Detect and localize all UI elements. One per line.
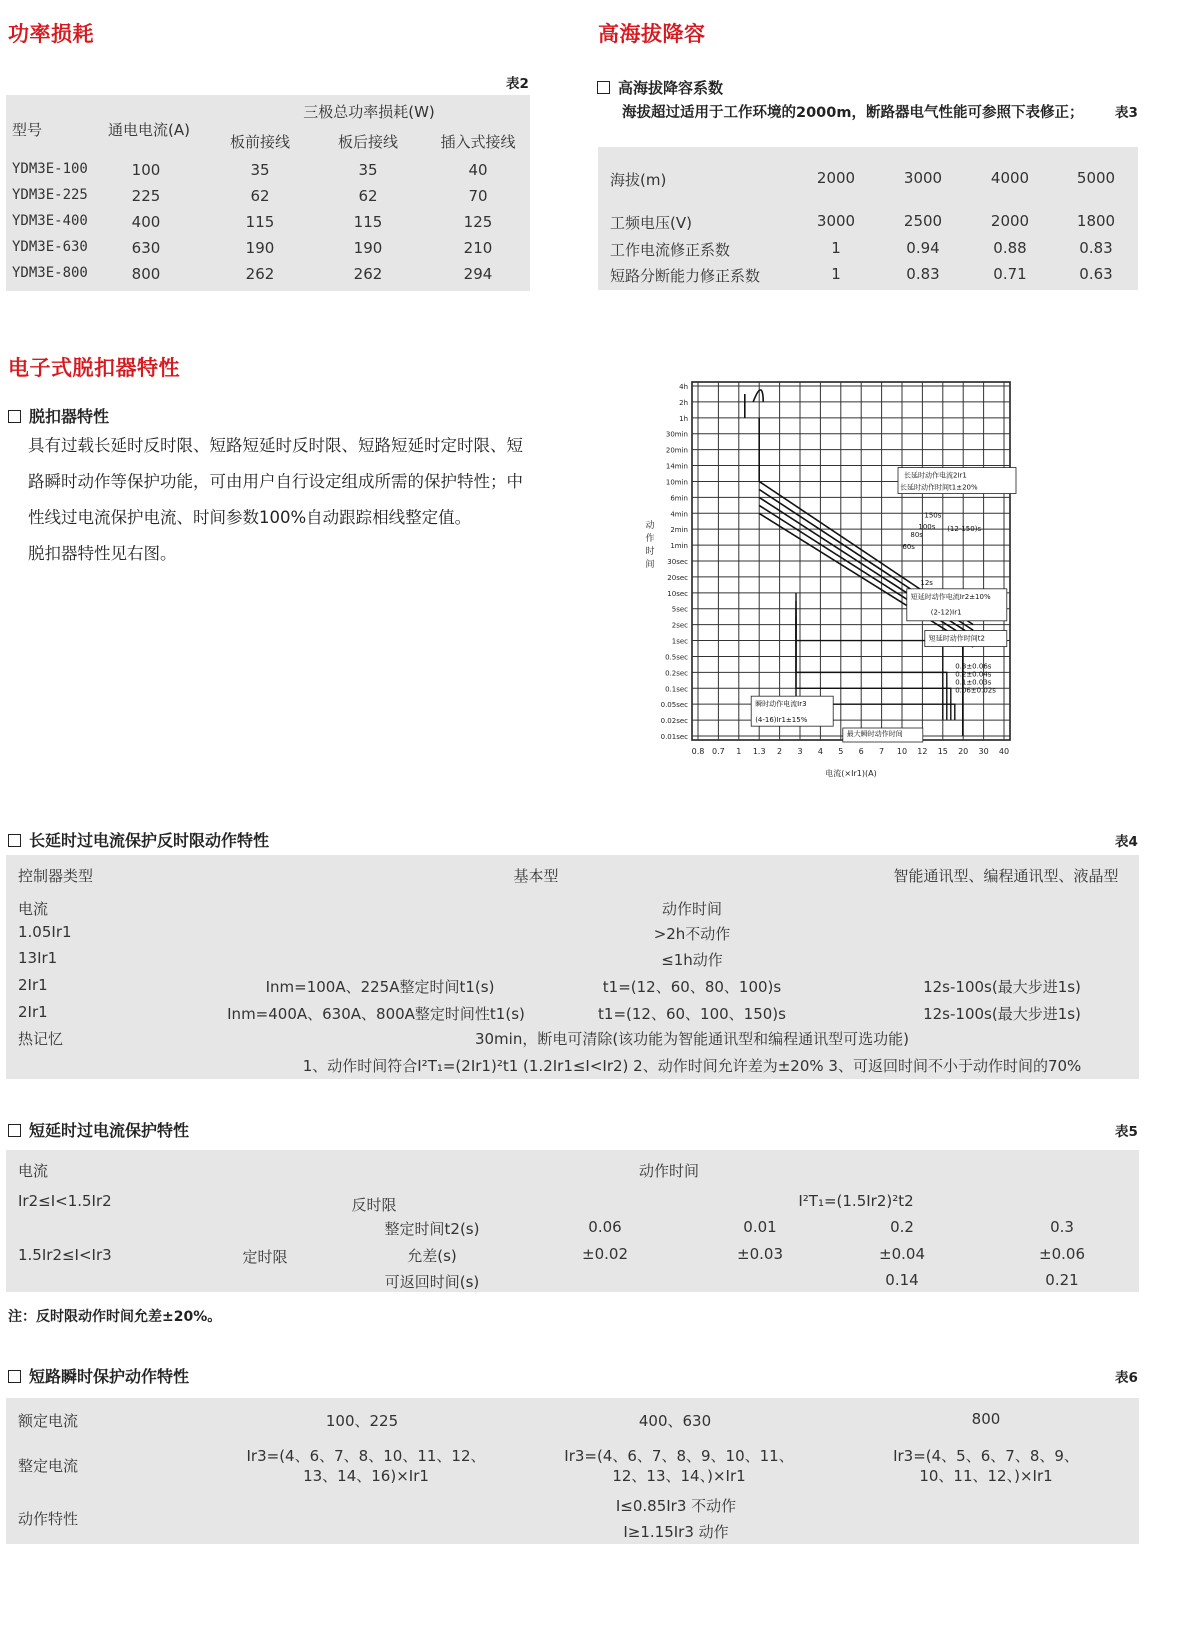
table-label: 表6	[1115, 1370, 1138, 1386]
power-loss-table	[6, 95, 530, 291]
table-cell: 100、225	[325, 1412, 399, 1430]
table-cell: 0.3	[1050, 1218, 1074, 1236]
table-cell: 62	[358, 187, 378, 205]
table-cell: 3000	[816, 212, 856, 230]
x-tick-label: 1	[736, 747, 742, 756]
table-cell: 2Ir1	[18, 1003, 48, 1021]
curve-annotation: 短延时动作电流Ir2±10%	[910, 592, 991, 601]
x-tick-label: 12	[917, 747, 928, 756]
table-cell: 0.06	[588, 1218, 622, 1236]
section-title-power-loss: 功率损耗	[8, 22, 94, 46]
y-axis-label-char: 间	[645, 560, 655, 570]
table-cell: 4000	[990, 169, 1030, 187]
section-title-trip: 电子式脱扣器特性	[8, 356, 180, 380]
curve-annotation: (12-150)s	[947, 525, 982, 534]
table-cell: ≤1h动作	[661, 951, 723, 969]
y-axis-label-char: 时	[645, 547, 655, 557]
table-header: 插入式接线	[440, 133, 516, 151]
y-tick-label: 0.05sec	[660, 701, 688, 710]
checkbox-icon	[8, 410, 21, 423]
table-label: 表4	[1115, 834, 1138, 850]
y-tick-label: 0.5sec	[665, 653, 688, 662]
paragraph-line: 具有过载长延时反时限、短路短延时反时限、短路短延时定时限、短	[28, 436, 523, 455]
y-tick-label: 20sec	[667, 573, 688, 582]
x-tick-label: 0.8	[691, 747, 705, 756]
y-tick-label: 2sec	[671, 621, 688, 630]
y-tick-label: 10min	[665, 478, 688, 487]
table-cell: 40	[468, 161, 488, 179]
subsection-label: 短延时过电流保护特性	[29, 1121, 190, 1140]
table-cell: 190	[245, 239, 275, 257]
table-cell: 30min，断电可清除(该功能为智能通讯型和编程通讯型可选功能)	[474, 1030, 910, 1048]
y-tick-label: 4h	[679, 383, 688, 391]
x-tick-label: 40	[998, 747, 1010, 756]
table-cell: 262	[245, 265, 275, 283]
curve-annotation: 长延时动作时间t1±20%	[900, 483, 978, 492]
table-cell: 1.5Ir2≤I<Ir3	[18, 1246, 112, 1264]
table-cell: 电流	[18, 900, 49, 918]
table-cell: Ir2≤I<1.5Ir2	[18, 1192, 112, 1210]
table-cell: 基本型	[513, 867, 559, 885]
table-cell: 35	[358, 161, 378, 179]
table-cell: 动作特性	[18, 1510, 79, 1528]
table-cell: YDM3E-800	[12, 265, 88, 281]
y-tick-label: 30sec	[667, 558, 688, 566]
table-cell: 100	[131, 161, 161, 179]
short-delay-table	[6, 1150, 1139, 1292]
table-cell: I²T₁=(1.5Ir2)²t2	[798, 1192, 914, 1210]
table-cell: 工作电流修正系数	[610, 241, 731, 259]
table-cell: ±0.04	[879, 1245, 925, 1263]
table-cell: 1	[831, 239, 841, 257]
x-tick-label: 4	[817, 747, 823, 756]
table-cell: 5000	[1076, 169, 1116, 187]
table-cell: 210	[463, 239, 493, 257]
subsection-title	[8, 1118, 189, 1141]
curve-annotation: 瞬时动作电流Ir3	[755, 700, 807, 709]
table-cell: 允差(s)	[407, 1247, 457, 1265]
table-cell: 0.2	[890, 1218, 914, 1236]
table-cell: 0.83	[906, 265, 940, 283]
table-cell: 0.63	[1079, 265, 1113, 283]
table-cell: I≥1.15Ir3 动作	[623, 1523, 729, 1541]
x-tick-label: 6	[858, 747, 864, 756]
table-cell: 115	[353, 213, 383, 231]
table-header: 通电电流(A)	[108, 121, 190, 139]
table-cell: 工频电压(V)	[610, 214, 692, 232]
table-header: 板前接线	[229, 133, 291, 151]
table-cell: 70	[468, 187, 488, 205]
y-tick-label: 1h	[679, 414, 688, 423]
table-cell: 225	[131, 187, 161, 205]
table-cell: 12s-100s(最大步进1s)	[923, 1005, 1081, 1023]
table-cell: 1	[831, 265, 841, 283]
table-cell: 动作时间	[661, 900, 723, 918]
table-header: 三极总功率损耗(W)	[303, 103, 435, 121]
table-note: 注：反时限动作时间允差±20%。	[8, 1309, 222, 1325]
curve-annotation: (2-12)Ir1	[930, 608, 962, 617]
paragraph-line: 性线过电流保护电流、时间参数100%自动跟踪相线整定值。	[28, 508, 472, 527]
subsection-title	[8, 1364, 189, 1387]
x-tick-label: 1.3	[752, 747, 766, 756]
subsection-title	[8, 828, 269, 851]
curve-annotation: 0.3±0.06s	[955, 662, 992, 671]
paragraph-line: 脱扣器特性见右图。	[28, 544, 177, 563]
subsection-label: 高海拔降容系数	[618, 79, 724, 97]
table-cell: 115	[245, 213, 275, 231]
checkbox-icon	[8, 1370, 21, 1383]
x-tick-label: 15	[937, 747, 948, 756]
table-cell: 2500	[903, 212, 943, 230]
curve-annotation: 0.1±0.03s	[955, 678, 992, 687]
subsection-label: 脱扣器特性	[29, 407, 110, 426]
subsection-label: 短路瞬时保护动作特性	[29, 1367, 190, 1386]
checkbox-icon	[8, 834, 21, 847]
x-tick-label: 0.7	[712, 747, 725, 756]
table-cell: 短路分断能力修正系数	[610, 267, 761, 285]
curve-annotation: 0.2±0.04s	[955, 670, 992, 679]
table-label: 表5	[1115, 1124, 1138, 1140]
x-axis-label: 电流(×Ir1)(A)	[825, 769, 877, 778]
subsection-title	[597, 77, 723, 98]
curve-annotation: 最大瞬时动作时间	[846, 730, 903, 738]
table-cell: 1、动作时间符合I²T₁=(2Ir1)²t1 (1.2Ir1≤I<Ir2) 2、动作时间允许差为±20% 3、可返回时间不小于动作时间的70%	[302, 1057, 1082, 1075]
y-tick-label: 0.01sec	[660, 733, 688, 741]
subsection-label: 长延时过电流保护反时限动作特性	[29, 831, 270, 850]
y-tick-label: 0.1sec	[665, 685, 688, 694]
x-tick-label: 7	[879, 747, 885, 756]
checkbox-icon	[8, 1124, 21, 1137]
y-tick-label: 5sec	[671, 605, 688, 614]
table-cell: 190	[353, 239, 383, 257]
table-cell: 400、630	[638, 1412, 712, 1430]
x-tick-label: 20	[958, 747, 969, 756]
y-tick-label: 14min	[665, 462, 688, 471]
table-cell: t1=(12、60、80、100)s	[602, 978, 782, 996]
table-cell: 控制器类型	[18, 867, 94, 885]
table-cell: 0.21	[1045, 1271, 1079, 1289]
trip-description	[28, 428, 568, 572]
table-cell: ±0.06	[1039, 1245, 1085, 1263]
table-cell: YDM3E-400	[12, 213, 88, 229]
table-cell: 热记忆	[18, 1030, 64, 1048]
table-cell: 2000	[990, 212, 1030, 230]
table-cell: 0.94	[906, 239, 940, 257]
table-cell: 13Ir1	[18, 949, 58, 967]
y-axis-label-char: 作	[645, 534, 655, 544]
table-cell: Ir3=(4、5、6、7、8、9、	[893, 1447, 1079, 1465]
table-cell: 294	[463, 265, 493, 283]
table-cell: 2000	[816, 169, 856, 187]
table-cell: 35	[250, 161, 270, 179]
y-tick-label: 10sec	[667, 589, 688, 598]
x-tick-label: 2	[777, 747, 783, 756]
curve-annotation: 150s	[924, 511, 942, 520]
y-tick-label: 2min	[670, 526, 688, 535]
table-cell: 125	[463, 213, 493, 231]
long-delay-table	[6, 855, 1139, 1079]
altitude-description: 海拔超过适用于工作环境的2000m，断路器电气性能可参照下表修正；	[622, 105, 1084, 121]
y-tick-label: 4min	[670, 510, 688, 519]
x-tick-label: 3	[797, 747, 803, 756]
checkbox-icon	[597, 81, 610, 94]
curve-annotation: 60s	[902, 543, 915, 552]
table-label: 表2	[506, 76, 529, 92]
table-cell: 0.83	[1079, 239, 1113, 257]
table-cell: 0.14	[885, 1271, 919, 1289]
table-cell: ±0.03	[737, 1245, 783, 1263]
x-tick-label: 30	[978, 747, 989, 756]
table-cell: Ir3=(4、6、7、8、10、11、12、	[246, 1447, 486, 1465]
curve-annotation: 0.06±0.02s	[955, 686, 996, 695]
y-tick-label: 2h	[679, 398, 688, 407]
table-header: 型号	[12, 121, 43, 139]
table-cell: 262	[353, 265, 383, 283]
table-cell: YDM3E-100	[12, 161, 88, 177]
table-cell: I≤0.85Ir3 不动作	[615, 1497, 737, 1515]
table-cell: t1=(12、60、100、150)s	[598, 1005, 786, 1023]
table-cell: 0.71	[993, 265, 1027, 283]
table-cell: Inm=400A、630A、800A整定时间性t1(s)	[227, 1005, 525, 1023]
curve-annotation: 80s	[910, 531, 923, 540]
table-header: 板后接线	[337, 133, 399, 151]
table-cell: 400	[131, 213, 161, 231]
table-cell: 62	[250, 187, 270, 205]
y-tick-label: 20min	[665, 446, 688, 455]
x-tick-label: 5	[838, 747, 844, 756]
table-cell: 电流	[18, 1162, 49, 1180]
table-cell: 定时限	[242, 1248, 288, 1266]
table-cell: 12s-100s(最大步进1s)	[923, 978, 1081, 996]
x-tick-label: 10	[896, 747, 908, 756]
table-cell: 智能通讯型、编程通讯型、液晶型	[893, 867, 1119, 885]
table-cell: 可返回时间(s)	[384, 1273, 480, 1291]
table-cell: 2Ir1	[18, 976, 48, 994]
table-cell: Inm=100A、225A整定时间t1(s)	[265, 978, 495, 996]
table-cell: 630	[131, 239, 161, 257]
table-cell: ±0.02	[582, 1245, 628, 1263]
y-axis-label-char: 动	[645, 521, 655, 531]
curve-annotation: 短延时动作时间t2	[928, 634, 986, 643]
table-cell: 12、13、14、)×Ir1	[612, 1467, 746, 1485]
table-cell: 整定时间t2(s)	[384, 1220, 480, 1238]
section-title-altitude: 高海拔降容	[598, 22, 706, 46]
table-cell: 3000	[903, 169, 943, 187]
table-cell: 反时限	[351, 1196, 397, 1214]
y-tick-label: 6min	[670, 494, 688, 503]
table-cell: 额定电流	[18, 1412, 79, 1430]
y-tick-label: 1sec	[671, 637, 688, 646]
y-tick-label: 0.2sec	[665, 669, 688, 678]
table-cell: 1800	[1076, 212, 1116, 230]
table-cell: 0.88	[993, 239, 1027, 257]
table-cell: 800	[131, 265, 161, 283]
altitude-table	[598, 147, 1138, 290]
table-cell: >2h不动作	[653, 925, 731, 943]
curve-annotation: (4-16)Ir1±15%	[755, 716, 808, 725]
instant-table	[6, 1398, 1139, 1544]
table-cell: 800	[971, 1410, 1001, 1428]
table-cell: 整定电流	[18, 1457, 79, 1475]
y-tick-label: 30min	[665, 430, 688, 439]
subsection-title	[8, 404, 109, 427]
curve-annotation: 长延时动作电流2Ir1	[904, 471, 967, 480]
trip-curve-chart	[640, 370, 1020, 780]
y-tick-label: 0.02sec	[660, 717, 688, 726]
table-cell: 1.05Ir1	[18, 923, 72, 941]
table-cell: 0.01	[743, 1218, 777, 1236]
table-cell: 海拔(m)	[610, 171, 667, 189]
table-cell: 动作时间	[638, 1162, 700, 1180]
y-tick-label: 1min	[670, 542, 688, 551]
table-label: 表3	[1115, 105, 1138, 121]
table-cell: Ir3=(4、6、7、8、9、10、11、	[564, 1447, 794, 1465]
table-cell: YDM3E-225	[12, 187, 88, 203]
table-cell: 10、11、12、)×Ir1	[919, 1467, 1053, 1485]
curve-annotation: 12s	[920, 578, 933, 587]
curve-annotation: 100s	[918, 523, 936, 532]
table-cell: 13、14、16)×Ir1	[303, 1467, 429, 1485]
paragraph-line: 路瞬时动作等保护功能，可由用户自行设定组成所需的保护特性；中	[28, 472, 523, 491]
table-cell: YDM3E-630	[12, 239, 88, 255]
